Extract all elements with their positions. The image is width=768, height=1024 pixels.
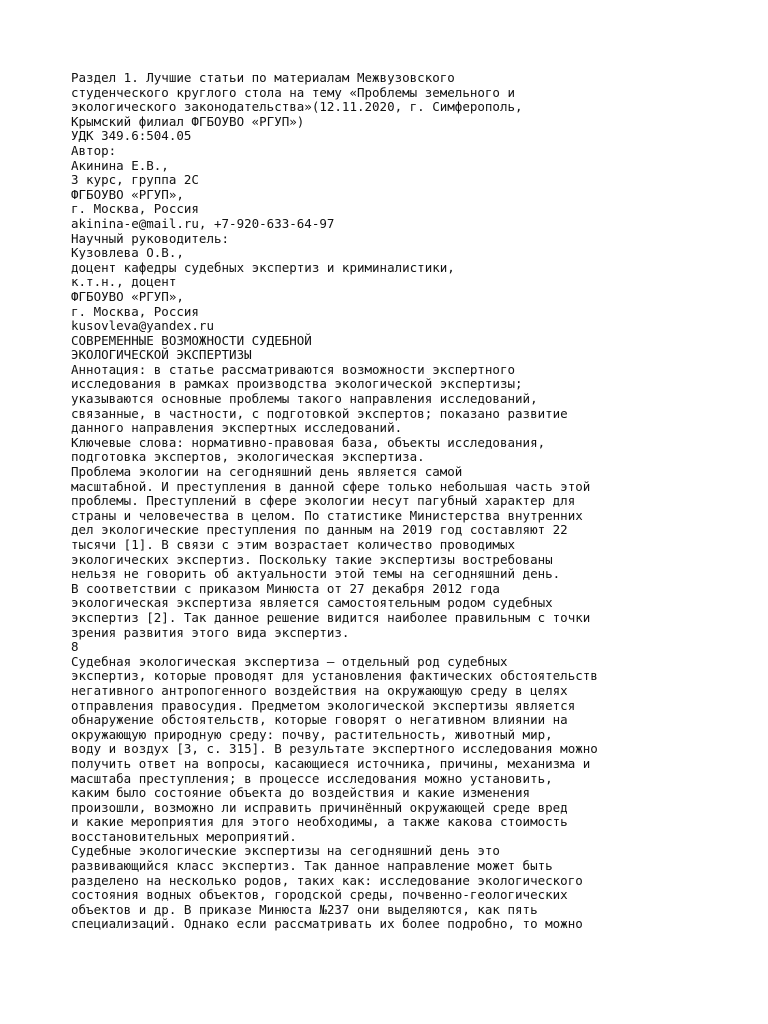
page-number: 8	[71, 639, 79, 655]
body-text-line: экспертиз, которые проводят для установления фактических обстоятельств	[71, 668, 598, 684]
abstract-line: данного направления экспертных исследований.	[71, 420, 403, 436]
supervisor-degree: к.т.н., доцент	[71, 274, 177, 290]
body-text-line: произошли, возможно ли исправить причинённый окружающей среде вред	[71, 799, 568, 815]
body-text-line: разделено на несколько родов, таких как: исследование экологического	[71, 872, 583, 888]
body-text-line: воду и воздух [3, с. 315]. В результате экспертного исследования можно	[71, 741, 598, 757]
author-university: ФГБОУВО «РГУП»,	[71, 186, 184, 202]
body-text-line: восстановительных мероприятий.	[71, 828, 297, 844]
section-heading-line-3: экологического законодательства»(12.11.2020, г. Симферополь,	[71, 99, 523, 115]
body-text-line: негативного антропогенного воздействия на окружающую среду в целях	[71, 682, 568, 698]
author-course: 3 курс, группа 2С	[71, 172, 199, 188]
body-text-line: экологическая экспертиза является самостоятельным родом судебных	[71, 595, 553, 611]
body-text-line: специализаций. Однако если рассматривать их более подробно, то можно	[71, 916, 583, 932]
body-text-line: зрения развития этого вида экспертиз.	[71, 624, 350, 640]
supervisor-university: ФГБОУВО «РГУП»,	[71, 288, 184, 304]
body-text-line: масштабной. И преступления в данной сфере только небольшая часть этой	[71, 478, 591, 494]
body-text-line: получить ответ на вопросы, касающиеся источника, причины, механизма и	[71, 755, 591, 771]
body-text-line: отправления правосудия. Предметом экологической экспертизы является	[71, 697, 576, 713]
body-text-line: экологических экспертиз. Поскольку такие экспертизы востребованы	[71, 551, 553, 567]
body-text-line: Судебные экологические экспертизы на сегодняшний день это	[71, 843, 500, 859]
body-text-line: страны и человечества в целом. По статистике Министерства внутренних	[71, 507, 583, 523]
abstract-line: связанные, в частности, с подготовкой экспертов; показано развитие	[71, 405, 568, 421]
body-text-line: Проблема экологии на сегодняшний день является самой	[71, 464, 463, 480]
author-name: Акинина Е.В.,	[71, 157, 169, 173]
udk-code: УДК 349.6:504.05	[71, 128, 192, 144]
body-text-line: и какие мероприятия для этого необходимы, а также какова стоимость	[71, 814, 568, 830]
body-text-line: тысячи [1]. В связи с этим возрастает количество проводимых	[71, 537, 516, 552]
document-page	[71, 71, 711, 932]
body-text-line: нельзя не говорить об актуальности этой темы на сегодняшний день.	[71, 566, 561, 582]
section-heading-line-1: Раздел 1. Лучшие статьи по материалам Межвузовского	[71, 70, 455, 85]
abstract-line: указываются основные проблемы такого направления исследований,	[71, 391, 538, 407]
supervisor-name: Кузовлева О.В.,	[71, 245, 184, 261]
supervisor-label: Научный руководитель:	[71, 230, 230, 246]
abstract-line: исследования в рамках производства экологической экспертизы;	[71, 376, 523, 392]
section-heading-line-2: студенческого круглого стола на тему «Проблемы земельного и	[71, 84, 516, 100]
author-city: г. Москва, Россия	[71, 201, 199, 217]
author-label: Автор:	[71, 142, 117, 158]
body-text-line: развивающийся класс экспертиз. Так данное направление может быть	[71, 858, 553, 874]
body-text-line: В соответствии с приказом Минюста от 27 декабря 2012 года	[71, 580, 500, 596]
body-text-line: проблемы. Преступлений в сфере экологии несут пагубный характер для	[71, 493, 576, 509]
article-title-line-2: ЭКОЛОГИЧЕСКОЙ ЭКСПЕРТИЗЫ	[71, 347, 252, 363]
article-title-line-1: СОВРЕМЕННЫЕ ВОЗМОЖНОСТИ СУДЕБНОЙ	[71, 332, 312, 348]
body-text-line: объектов и др. В приказе Минюста №237 они выделяются, как пять	[71, 901, 538, 917]
author-contacts: akinina-e@mail.ru, +7-920-633-64-97	[71, 215, 335, 231]
body-text-line: каким было состояние объекта до воздействия и какие изменения	[71, 785, 531, 801]
supervisor-email: kusovleva@yandex.ru	[71, 318, 214, 334]
keywords-line: подготовка экспертов, экологическая экспертиза.	[71, 449, 425, 465]
section-heading-line-4: Крымский филиал ФГБОУВО «РГУП»)	[71, 113, 305, 129]
body-text-line: обнаружение обстоятельств, которые говорят о негативном влиянии на	[71, 712, 568, 728]
keywords-line: Ключевые слова: нормативно-правовая база, объекты исследования,	[71, 434, 546, 450]
body-text-line: Судебная экологическая экспертиза – отдельный род судебных	[71, 653, 508, 669]
abstract-line: Аннотация: в статье рассматриваются возможности экспертного	[71, 361, 516, 377]
body-text-line: экспертиз [2]. Так данное решение видится наиболее правильным с точки	[71, 609, 591, 625]
body-text-line: масштаба преступления; в процессе исследования можно установить,	[71, 770, 553, 786]
supervisor-position: доцент кафедры судебных экспертиз и криминалистики,	[71, 259, 455, 275]
body-text-line: окружающую природную среду: почву, растительность, животный мир,	[71, 726, 553, 742]
supervisor-city: г. Москва, Россия	[71, 303, 199, 319]
body-text-line: состояния водных объектов, городской среды, почвенно-геологических	[71, 887, 568, 903]
body-text-line: дел экологические преступления по данным на 2019 год составляют 22	[71, 522, 568, 538]
